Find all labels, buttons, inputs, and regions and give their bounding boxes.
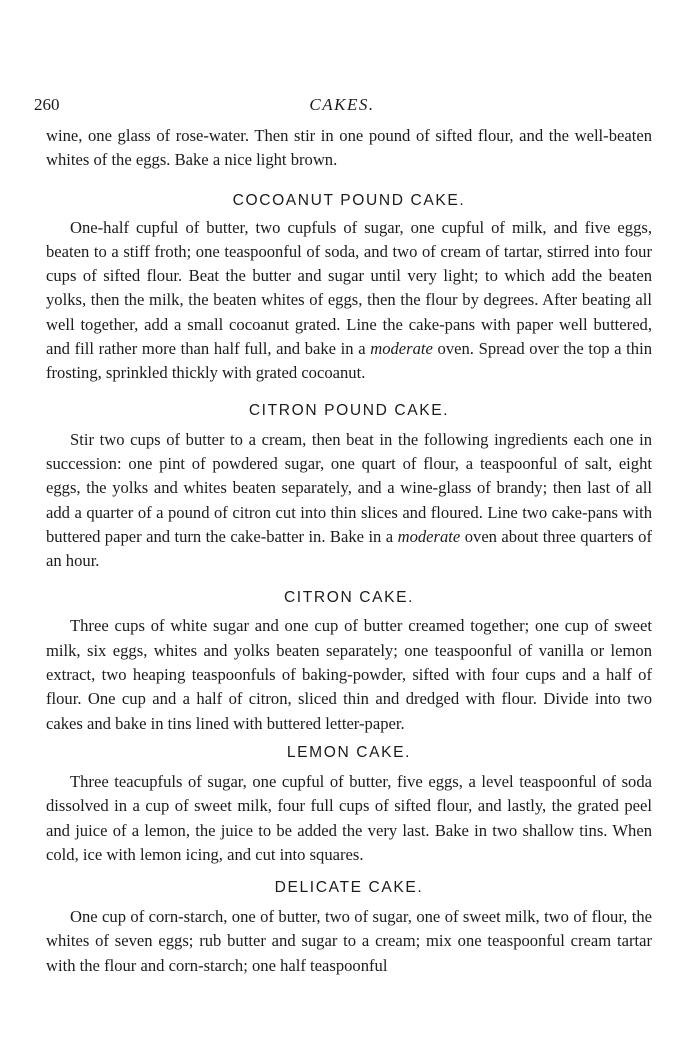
emphasis-moderate: moderate [397,526,461,546]
recipe-text-citron-pound-cake: Stir two cups of butter to a cream, then beat in the following ingredients each one in succession: one pint of powdered sugar, one quart of flour, a teaspoonful of salt, eight eggs, the yolks and whites beaten separately, and a wine-glass of brandy; then last of all add a quarter of a pound of citron cut into thin slices and floured. Line two cake-pans with buttered paper and turn the cake-batter in. Bake in a moderate oven about three quarters of an hour. [46,429,652,571]
recipe-text-delicate-cake: One cup of corn-starch, one of butter, two of sugar, one of sweet milk, two of flour, the whites of seven eggs; rub butter and sugar to a cream; mix one teaspoonful cream tartar with the flour and corn-starch; one half teaspoonful [46,907,652,975]
recipe-text-lemon-cake: Three teacupfuls of sugar, one cupful of butter, five eggs, a level teaspoonful of soda dissolved in a cup of sweet milk, four full cups of sifted flour, and lastly, the grated peel and juice of a lemon, the juice to be added the very last. Bake in two shallow tins. When cold, ice with lemon icing, and cut into squares. [46,771,652,864]
recipe-title-delicate-cake: DELICATE CAKE. [274,879,424,897]
page-number: 260 [34,95,60,114]
recipe-title-lemon-cake: LEMON CAKE. [286,743,412,761]
recipe-title-citron-cake: CITRON CAKE. [283,589,415,607]
page-content [46,124,652,978]
recipe-text-cocoanut-pound-cake: One-half cupful of butter, two cupfuls of sugar, one cupful of milk, and five eggs, beaten to a stiff froth; one teaspoonful of soda, and two of cream of tartar, stirred into four cups of sifted flour. Beat the butter and sugar until very light; to which add the beaten yolks, then the milk, the beaten whites of eggs, then the flour by degrees. After beating all well together, add a small cocoanut grated. Line the cake-pans with paper well buttered, and fill rather more than half full, and bake in a moderate oven. Spread over the top a thin frosting, sprinkled thickly with grated cocoanut. [46,217,652,383]
running-title: CAKES. [309,95,375,114]
running-head [34,95,650,119]
emphasis-moderate: moderate [370,339,433,359]
recipe-title-citron-pound-cake: CITRON POUND CAKE. [248,401,450,419]
continued-paragraph: wine, one glass of rose-water. Then stir in one pound of sifted flour, and the well-beaten whites of the eggs. Bake a nice light brown. [46,126,652,170]
recipe-text-citron-cake: Three cups of white sugar and one cup of butter creamed together; one cup of sweet milk, six eggs, whites and yolks beaten separately; one teaspoonful of vanilla or lemon extract, two heaping teaspoonfuls of baking-powder, sifted with four cups and a half of flour. One cup and a half of citron, sliced thin and dredged with flour. Divide into two cakes and bake in tins lined with buttered letter-paper. [46,616,652,733]
recipe-title-cocoanut-pound-cake: COCOANUT POUND CAKE. [232,191,466,209]
